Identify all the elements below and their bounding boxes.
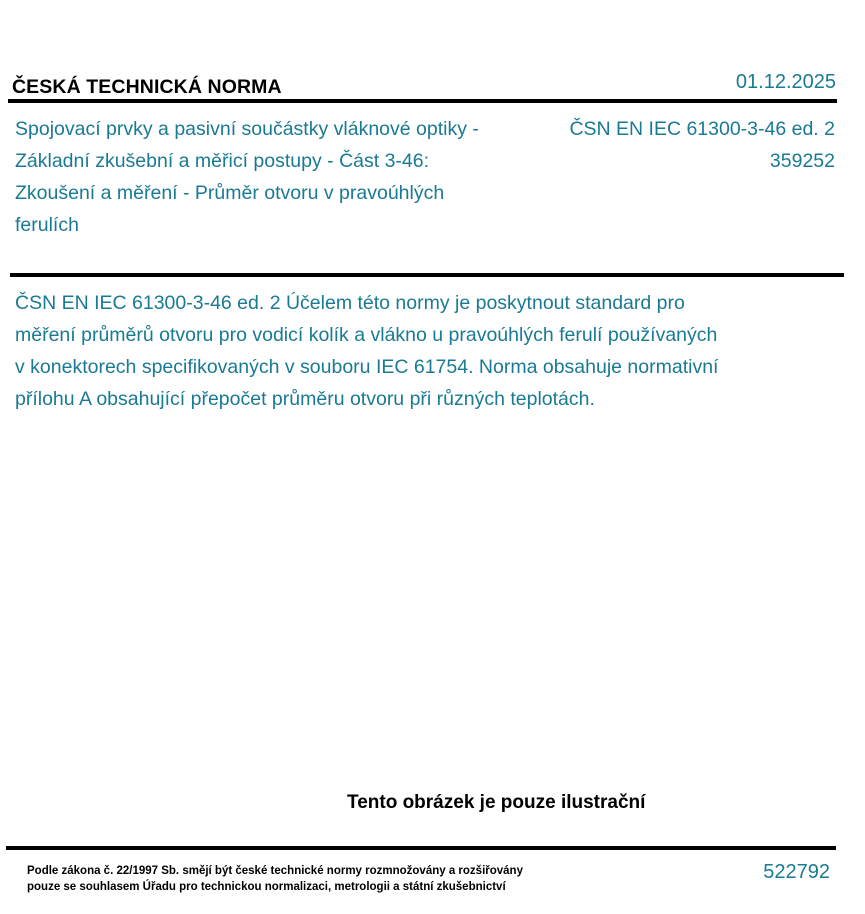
section-divider — [10, 273, 844, 277]
document-type-title: ČESKÁ TECHNICKÁ NORMA — [12, 76, 282, 98]
standard-designation: ČSN EN IEC 61300-3-46 ed. 2 — [569, 118, 835, 140]
document-code: 522792 — [763, 861, 830, 883]
legal-notice-line-2: pouze se souhlasem Úřadu pro technickou normalizaci, metrologii a státní zkušebnictví — [27, 881, 506, 893]
catalog-number: 359252 — [769, 150, 835, 172]
standard-annotation: ČSN EN IEC 61300-3-46 ed. 2 Účelem této normy je poskytnout standard pro měření průměrů otvoru pro vodicí kolík a vlákno u pravoúhlých ferulí používaných v konektorech specifikovaných v souboru IEC 61754. Norma obsahuje normativní přílohu A obsahující přepočet průměru otvoru při různých teplotách. — [15, 292, 719, 410]
standard-identifiers — [569, 113, 835, 177]
standard-title: Spojovací prvky a pasivní součástky vláknové optiky - Základní zkušební a měřicí postupy - Část 3-46: Zkoušení a měření - Průměr otvoru v pravoúhlých ferulích — [15, 118, 479, 236]
illustration-disclaimer: Tento obrázek je pouze ilustrační — [347, 792, 646, 813]
legal-notice-line-1: Podle zákona č. 22/1997 Sb. smějí být české technické normy rozmnožovány a rozšiřovány — [27, 865, 523, 877]
publication-date: 01.12.2025 — [735, 71, 836, 93]
footer-divider — [6, 846, 836, 850]
legal-notice — [27, 863, 523, 895]
header-divider — [8, 99, 837, 103]
